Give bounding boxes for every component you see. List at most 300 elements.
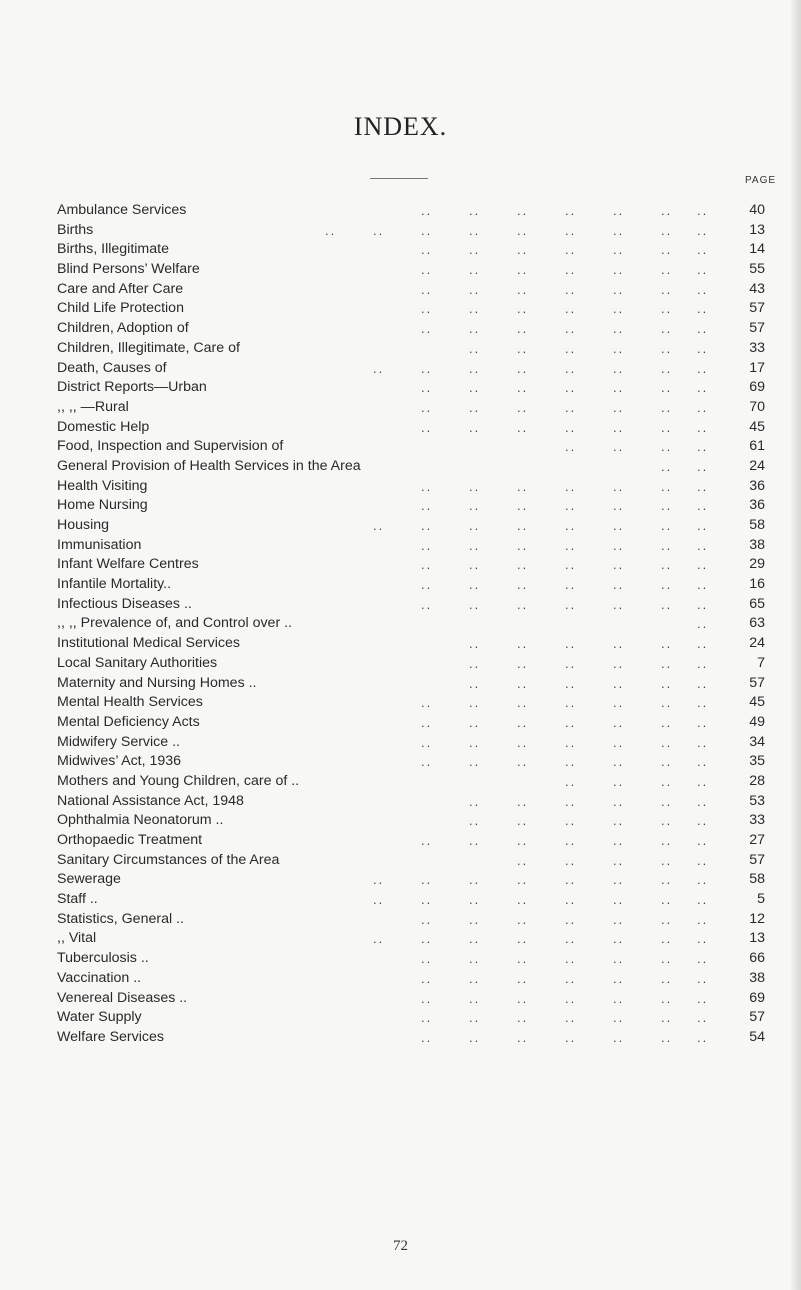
leader-dot: ..: [697, 970, 709, 986]
leader-dot: ..: [697, 498, 709, 514]
leader-dot: ..: [469, 419, 481, 435]
entry-label: Housing: [57, 517, 110, 533]
leader-dot: ..: [697, 911, 709, 927]
leader-dot: ..: [613, 655, 625, 671]
leader-dots: [57, 654, 717, 674]
leader-dots: [57, 359, 717, 379]
entry-page-number: 66: [749, 950, 765, 967]
entry-page-number: 58: [749, 517, 765, 533]
index-entry: [57, 496, 765, 516]
index-entry: [57, 654, 765, 674]
leader-dot: ..: [469, 518, 481, 533]
leader-dot: ..: [661, 1029, 673, 1045]
leader-dots: [57, 752, 717, 772]
leader-dot: ..: [661, 970, 673, 986]
leader-dot: ..: [697, 636, 709, 652]
leader-dot: ..: [661, 951, 673, 967]
entry-label: Domestic Help: [57, 418, 150, 435]
leader-dot: ..: [517, 281, 529, 297]
index-entry: [57, 713, 765, 733]
entry-page-number: 36: [749, 497, 765, 514]
leader-dot: ..: [517, 360, 529, 376]
entry-page-number: 24: [749, 457, 765, 474]
leader-dot: ..: [517, 222, 529, 238]
leader-dot: ..: [517, 242, 529, 258]
entry-page-number: 17: [749, 359, 765, 376]
leader-dot: ..: [697, 1029, 709, 1045]
leader-dot: ..: [613, 557, 625, 573]
leader-dot: ..: [565, 242, 577, 258]
index-entry: [57, 477, 765, 497]
leader-dot: ..: [697, 616, 709, 632]
leader-dot: ..: [661, 380, 673, 396]
leader-dots: [57, 910, 717, 930]
index-entry: [57, 575, 765, 595]
leader-dot: ..: [697, 478, 709, 494]
entry-label: Statistics, General ..: [57, 910, 184, 927]
leader-dot: ..: [469, 321, 481, 337]
leader-dot: ..: [565, 911, 577, 927]
leader-dot: ..: [565, 754, 577, 770]
index-entry: [57, 929, 765, 949]
leader-dot: ..: [661, 518, 673, 533]
leader-dot: ..: [469, 242, 481, 258]
entry-label: Ophthalmia Neonatorum ..: [57, 812, 224, 829]
leader-dot: ..: [661, 419, 673, 435]
leader-dot: ..: [517, 399, 529, 415]
index-entry: [57, 792, 765, 812]
leader-dot: ..: [373, 222, 385, 238]
leader-dot: ..: [697, 262, 709, 278]
index-entry: [57, 378, 765, 398]
leader-dot: ..: [373, 872, 385, 888]
leader-dots: [57, 1028, 717, 1048]
leader-dot: ..: [613, 301, 625, 317]
leader-dot: ..: [565, 360, 577, 376]
leader-dot: ..: [517, 596, 529, 612]
leader-dot: ..: [421, 695, 433, 711]
entry-label: Child Life Protection: [57, 300, 184, 317]
entry-label: Midwifery Service ..: [57, 733, 180, 750]
index-entry: [57, 733, 765, 753]
leader-dots: [57, 949, 717, 969]
leader-dot: ..: [661, 892, 673, 908]
leader-dots: [57, 634, 717, 654]
entry-label: Mothers and Young Children, care of ..: [57, 772, 300, 789]
entry-label: Midwives’ Act, 1936: [57, 753, 182, 770]
leader-dot: ..: [565, 577, 577, 593]
leader-dot: ..: [613, 833, 625, 848]
leader-dot: ..: [613, 773, 625, 789]
leader-dots: [57, 201, 717, 221]
index-entry: [57, 221, 765, 241]
leader-dot: ..: [565, 892, 577, 908]
index-entry: [57, 536, 765, 556]
index-entry: [57, 319, 765, 339]
entry-page-number: 58: [749, 871, 765, 888]
leader-dot: ..: [613, 222, 625, 238]
leader-dot: ..: [697, 1010, 709, 1026]
leader-dot: ..: [613, 399, 625, 415]
entry-page-number: 34: [749, 733, 765, 750]
leader-dot: ..: [421, 754, 433, 770]
entry-page-number: 57: [749, 320, 765, 337]
leader-dot: ..: [469, 577, 481, 593]
entry-label: Children, Adoption of: [57, 320, 189, 337]
leader-dot: ..: [421, 872, 433, 888]
entry-page-number: 57: [749, 674, 765, 691]
leader-dot: ..: [661, 577, 673, 593]
entry-page-number: 13: [749, 930, 765, 947]
leader-dot: ..: [469, 301, 481, 317]
leader-dot: ..: [565, 262, 577, 278]
entry-page-number: 57: [749, 300, 765, 317]
leader-dots: [57, 674, 717, 694]
leader-dot: ..: [517, 577, 529, 593]
index-entry: [57, 359, 765, 379]
leader-dot: ..: [565, 1010, 577, 1026]
index-entry: [57, 1008, 765, 1028]
leader-dot: ..: [565, 321, 577, 337]
entry-label: Sewerage: [57, 871, 121, 888]
entry-label: Births, Illegitimate: [57, 241, 169, 258]
leader-dot: ..: [661, 439, 673, 455]
entry-page-number: 65: [749, 595, 765, 612]
leader-dot: ..: [421, 970, 433, 986]
leader-dot: ..: [517, 990, 529, 1006]
leader-dot: ..: [565, 380, 577, 396]
entry-page-number: 38: [749, 969, 765, 986]
leader-dot: ..: [661, 931, 673, 947]
leader-dot: ..: [469, 813, 481, 829]
leader-dot: ..: [565, 498, 577, 514]
leader-dots: [57, 477, 717, 497]
leader-dot: ..: [565, 301, 577, 317]
index-entry: [57, 595, 765, 615]
leader-dots: [57, 870, 717, 890]
leader-dot: ..: [421, 321, 433, 337]
leader-dot: ..: [661, 1010, 673, 1026]
index-entry: [57, 240, 765, 260]
entry-label: Care and After Care: [57, 280, 184, 297]
leader-dot: ..: [469, 911, 481, 927]
index-entry: [57, 634, 765, 654]
leader-dot: ..: [613, 911, 625, 927]
leader-dot: ..: [517, 478, 529, 494]
leader-dot: ..: [517, 498, 529, 514]
leader-dot: ..: [613, 892, 625, 908]
entry-label: District Reports—Urban: [57, 379, 207, 396]
leader-dot: ..: [565, 655, 577, 671]
entry-label: Water Supply: [57, 1009, 142, 1026]
page-column-heading: PAGE: [745, 175, 777, 186]
entry-label: Infant Welfare Centres: [57, 556, 199, 573]
leader-dots: [57, 319, 717, 339]
leader-dot: ..: [661, 675, 673, 691]
leader-dots: [57, 457, 717, 477]
leader-dots: [57, 693, 717, 713]
leader-dot: ..: [565, 872, 577, 888]
entry-label: Food, Inspection and Supervision of: [57, 438, 284, 455]
index-entry: [57, 614, 765, 634]
leader-dot: ..: [661, 537, 673, 553]
leader-dot: ..: [517, 1029, 529, 1045]
leader-dot: ..: [517, 754, 529, 770]
index-entry: [57, 260, 765, 280]
entry-label: Maternity and Nursing Homes ..: [57, 674, 257, 691]
leader-dot: ..: [469, 970, 481, 986]
leader-dot: ..: [613, 537, 625, 553]
leader-dot: ..: [613, 203, 625, 218]
leader-dot: ..: [469, 1010, 481, 1026]
leader-dot: ..: [613, 439, 625, 455]
leader-dot: ..: [517, 714, 529, 730]
leader-dot: ..: [565, 222, 577, 238]
leader-dot: ..: [469, 951, 481, 967]
leader-dot: ..: [421, 734, 433, 750]
leader-dot: ..: [565, 675, 577, 691]
index-entry: [57, 457, 765, 477]
entry-page-number: 40: [749, 202, 765, 218]
leader-dot: ..: [697, 203, 709, 218]
leader-dot: ..: [613, 1029, 625, 1045]
index-entry: [57, 555, 765, 575]
index-entry: [57, 201, 765, 221]
leader-dot: ..: [469, 557, 481, 573]
leader-dot: ..: [697, 340, 709, 356]
leader-dot: ..: [469, 498, 481, 514]
entry-page-number: 16: [749, 576, 765, 593]
leader-dot: ..: [661, 222, 673, 238]
leader-dot: ..: [517, 911, 529, 927]
leader-dot: ..: [565, 439, 577, 455]
leader-dot: ..: [697, 557, 709, 573]
entry-page-number: 38: [749, 536, 765, 553]
leader-dot: ..: [565, 1029, 577, 1045]
leader-dot: ..: [661, 852, 673, 868]
leader-dot: ..: [697, 360, 709, 376]
leader-dot: ..: [697, 675, 709, 691]
leader-dots: [57, 733, 717, 753]
leader-dot: ..: [661, 557, 673, 573]
entry-page-number: 27: [749, 832, 765, 848]
leader-dot: ..: [469, 892, 481, 908]
leader-dot: ..: [565, 399, 577, 415]
leader-dot: ..: [661, 321, 673, 337]
leader-dot: ..: [469, 990, 481, 1006]
leader-dot: ..: [565, 281, 577, 297]
leader-dot: ..: [697, 852, 709, 868]
leader-dots: [57, 811, 717, 831]
leader-dot: ..: [697, 458, 709, 474]
entry-page-number: 63: [749, 615, 765, 632]
leader-dot: ..: [697, 695, 709, 711]
index-list: [57, 201, 765, 1048]
leader-dot: ..: [613, 340, 625, 356]
index-entry: [57, 752, 765, 772]
leader-dot: ..: [697, 439, 709, 455]
leader-dot: ..: [421, 262, 433, 278]
leader-dot: ..: [469, 596, 481, 612]
leader-dot: ..: [421, 399, 433, 415]
entry-label: Vaccination ..: [57, 969, 142, 986]
index-entry: [57, 437, 765, 457]
leader-dot: ..: [697, 931, 709, 947]
leader-dots: [57, 378, 717, 398]
leader-dot: ..: [697, 793, 709, 809]
leader-dot: ..: [517, 951, 529, 967]
leader-dot: ..: [565, 695, 577, 711]
entry-label: Immunisation: [57, 536, 142, 553]
leader-dots: [57, 831, 717, 851]
leader-dot: ..: [661, 281, 673, 297]
leader-dot: ..: [517, 734, 529, 750]
leader-dot: ..: [661, 636, 673, 652]
entry-page-number: 54: [749, 1028, 765, 1045]
leader-dot: ..: [661, 990, 673, 1006]
leader-dot: ..: [469, 833, 481, 848]
index-entry: [57, 949, 765, 969]
entry-page-number: 55: [749, 261, 765, 278]
entry-page-number: 7: [757, 654, 765, 671]
leader-dot: ..: [565, 951, 577, 967]
leader-dot: ..: [613, 636, 625, 652]
leader-dot: ..: [565, 793, 577, 809]
leader-dot: ..: [697, 419, 709, 435]
leader-dots: [57, 240, 717, 260]
leader-dot: ..: [661, 242, 673, 258]
entry-page-number: 45: [749, 418, 765, 435]
index-entry: [57, 339, 765, 359]
leader-dot: ..: [565, 537, 577, 553]
leader-dot: ..: [697, 813, 709, 829]
leader-dots: [57, 536, 717, 556]
leader-dot: ..: [697, 773, 709, 789]
entry-label: Births: [57, 221, 94, 238]
leader-dot: ..: [565, 813, 577, 829]
leader-dot: ..: [421, 518, 433, 533]
entry-label: Venereal Diseases ..: [57, 989, 188, 1006]
page-title: INDEX.: [353, 112, 448, 141]
entry-label: Children, Illegitimate, Care of: [57, 339, 240, 356]
leader-dot: ..: [697, 714, 709, 730]
entry-page-number: 12: [749, 910, 765, 927]
entry-page-number: 36: [749, 477, 765, 494]
leader-dot: ..: [469, 340, 481, 356]
entry-page-number: 35: [749, 753, 765, 770]
leader-dots: [57, 516, 717, 536]
leader-dot: ..: [517, 636, 529, 652]
leader-dot: ..: [421, 537, 433, 553]
leader-dot: ..: [613, 596, 625, 612]
leader-dot: ..: [613, 990, 625, 1006]
leader-dot: ..: [421, 478, 433, 494]
leader-dots: [57, 851, 717, 871]
leader-dot: ..: [613, 498, 625, 514]
leader-dot: ..: [373, 518, 385, 533]
entry-page-number: 61: [749, 438, 765, 455]
leader-dot: ..: [697, 892, 709, 908]
leader-dot: ..: [661, 734, 673, 750]
leader-dot: ..: [661, 399, 673, 415]
leader-dots: [57, 280, 717, 300]
leader-dot: ..: [565, 419, 577, 435]
leader-dot: ..: [517, 262, 529, 278]
leader-dot: ..: [697, 518, 709, 533]
leader-dot: ..: [613, 1010, 625, 1026]
leader-dot: ..: [661, 478, 673, 494]
leader-dot: ..: [469, 360, 481, 376]
leader-dot: ..: [661, 872, 673, 888]
leader-dot: ..: [469, 203, 481, 218]
leader-dot: ..: [661, 596, 673, 612]
leader-dot: ..: [421, 833, 433, 848]
leader-dot: ..: [421, 222, 433, 238]
leader-dot: ..: [697, 399, 709, 415]
leader-dot: ..: [421, 577, 433, 593]
leader-dot: ..: [613, 577, 625, 593]
leader-dot: ..: [469, 714, 481, 730]
index-entry: [57, 851, 765, 871]
leader-dots: [57, 595, 717, 615]
leader-dot: ..: [421, 419, 433, 435]
leader-dots: [57, 437, 717, 457]
leader-dot: ..: [661, 203, 673, 218]
leader-dot: ..: [517, 419, 529, 435]
leader-dot: ..: [517, 301, 529, 317]
leader-dot: ..: [421, 892, 433, 908]
leader-dots: [57, 890, 717, 910]
leader-dot: ..: [613, 419, 625, 435]
entry-page-number: 69: [749, 989, 765, 1006]
index-entry: [57, 398, 765, 418]
leader-dot: ..: [697, 301, 709, 317]
entry-label: Infantile Mortality..: [57, 576, 172, 593]
leader-dot: ..: [517, 813, 529, 829]
leader-dot: ..: [421, 301, 433, 317]
leader-dot: ..: [517, 1010, 529, 1026]
leader-dot: ..: [421, 281, 433, 297]
index-entry: [57, 831, 765, 851]
leader-dot: ..: [565, 203, 577, 218]
leader-dot: ..: [661, 754, 673, 770]
index-entry: [57, 772, 765, 792]
leader-dot: ..: [565, 734, 577, 750]
leader-dot: ..: [565, 340, 577, 356]
leader-dot: ..: [697, 754, 709, 770]
leader-dot: ..: [613, 321, 625, 337]
leader-dot: ..: [469, 675, 481, 691]
leader-dot: ..: [469, 478, 481, 494]
leader-dots: [57, 713, 717, 733]
leader-dot: ..: [469, 872, 481, 888]
leader-dot: ..: [421, 203, 433, 218]
leader-dots: [57, 299, 717, 319]
leader-dot: ..: [565, 596, 577, 612]
leader-dot: ..: [517, 852, 529, 868]
leader-dot: ..: [613, 380, 625, 396]
leader-dot: ..: [373, 931, 385, 947]
leader-dot: ..: [517, 872, 529, 888]
leader-dot: ..: [613, 872, 625, 888]
leader-dot: ..: [613, 478, 625, 494]
leader-dot: ..: [697, 577, 709, 593]
leader-dot: ..: [517, 793, 529, 809]
leader-dot: ..: [517, 695, 529, 711]
leader-dot: ..: [565, 931, 577, 947]
leader-dots: [57, 772, 717, 792]
entry-label: ,, Vital: [57, 930, 97, 947]
